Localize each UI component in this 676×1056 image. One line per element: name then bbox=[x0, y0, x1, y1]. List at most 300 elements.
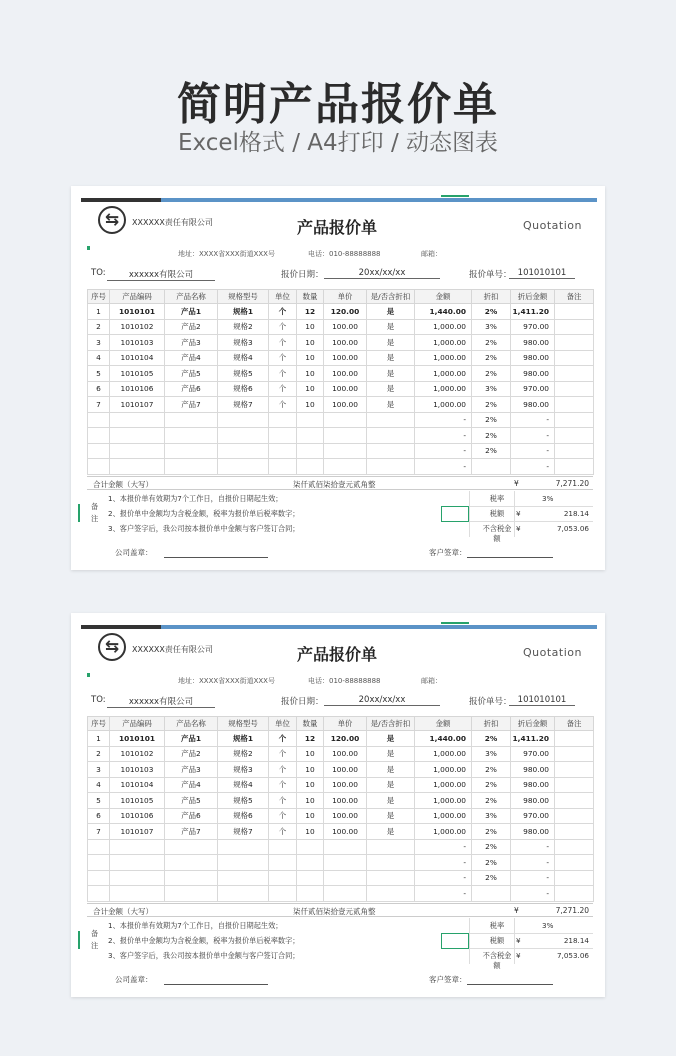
cell-amount[interactable]: 1,000.00 bbox=[415, 746, 472, 762]
cell-unit[interactable]: 个 bbox=[269, 746, 297, 762]
cell-discount-flag[interactable] bbox=[367, 886, 415, 902]
cell-product-code[interactable] bbox=[110, 839, 165, 855]
cell-unit[interactable]: 个 bbox=[269, 793, 297, 809]
cell-product-code[interactable]: 1010103 bbox=[110, 335, 165, 351]
cell-product-name[interactable]: 产品7 bbox=[165, 397, 218, 413]
cell-unit[interactable]: 个 bbox=[269, 335, 297, 351]
cell-row-no[interactable]: 2 bbox=[88, 319, 110, 335]
quote-date-value[interactable]: 20xx/xx/xx bbox=[324, 268, 440, 279]
cell-unit[interactable] bbox=[269, 428, 297, 444]
cell-qty[interactable]: 10 bbox=[297, 824, 324, 840]
cell-row-no[interactable]: 4 bbox=[88, 777, 110, 793]
cell-amount[interactable]: 1,000.00 bbox=[415, 808, 472, 824]
cell-product-name[interactable]: 产品2 bbox=[165, 319, 218, 335]
cell-unit[interactable] bbox=[269, 459, 297, 475]
customer-sign-line[interactable] bbox=[467, 557, 553, 558]
cell-discounted-amount[interactable]: 980.00 bbox=[511, 777, 555, 793]
cell-amount[interactable]: 1,000.00 bbox=[415, 397, 472, 413]
cell-product-name[interactable]: 产品6 bbox=[165, 808, 218, 824]
cell-row-no[interactable] bbox=[88, 412, 110, 428]
cell-spec[interactable]: 规格3 bbox=[218, 335, 269, 351]
cell-product-code[interactable]: 1010102 bbox=[110, 319, 165, 335]
cell-discount[interactable]: 2% bbox=[472, 304, 511, 320]
col-header-unit-price: 单价 bbox=[324, 717, 367, 731]
cell-qty[interactable]: 12 bbox=[297, 731, 324, 747]
tax-value: 218.14 bbox=[563, 509, 589, 518]
cell-discount[interactable] bbox=[472, 886, 511, 902]
cell-product-name[interactable]: 产品4 bbox=[165, 777, 218, 793]
cell-remark[interactable] bbox=[555, 731, 594, 747]
company-seal-label: 公司盖章： bbox=[115, 975, 153, 984]
cell-product-code[interactable] bbox=[110, 443, 165, 459]
cell-discount[interactable]: 2% bbox=[472, 412, 511, 428]
cell-qty[interactable] bbox=[297, 855, 324, 871]
cell-unit-price[interactable]: 100.00 bbox=[324, 762, 367, 778]
cell-row-no[interactable] bbox=[88, 459, 110, 475]
cell-remark[interactable] bbox=[555, 412, 594, 428]
cell-unit[interactable]: 个 bbox=[269, 731, 297, 747]
cell-row-no[interactable]: 1 bbox=[88, 304, 110, 320]
cell-product-code[interactable] bbox=[110, 886, 165, 902]
cell-spec[interactable]: 规格7 bbox=[218, 824, 269, 840]
cell-discount-flag[interactable]: 是 bbox=[367, 381, 415, 397]
cell-spec[interactable]: 规格6 bbox=[218, 808, 269, 824]
cell-amount[interactable]: 1,000.00 bbox=[415, 319, 472, 335]
cell-discounted-amount[interactable]: - bbox=[511, 443, 555, 459]
cell-unit-price[interactable]: 120.00 bbox=[324, 304, 367, 320]
col-header-row-no: 序号 bbox=[88, 717, 110, 731]
cell-amount[interactable]: - bbox=[415, 459, 472, 475]
cell-qty[interactable] bbox=[297, 443, 324, 459]
cell-discount[interactable]: 2% bbox=[472, 870, 511, 886]
cell-row-no[interactable] bbox=[88, 443, 110, 459]
cell-remark[interactable] bbox=[555, 886, 594, 902]
cell-qty[interactable]: 10 bbox=[297, 762, 324, 778]
cell-qty[interactable]: 10 bbox=[297, 366, 324, 382]
table-row bbox=[88, 746, 594, 762]
table-row bbox=[88, 855, 594, 871]
cell-row-no[interactable]: 7 bbox=[88, 397, 110, 413]
cell-unit[interactable]: 个 bbox=[269, 824, 297, 840]
cell-discount[interactable]: 2% bbox=[472, 762, 511, 778]
cell-discount[interactable]: 2% bbox=[472, 443, 511, 459]
customer-sign-line[interactable] bbox=[467, 984, 553, 985]
cell-discounted-amount[interactable]: 980.00 bbox=[511, 350, 555, 366]
cell-product-name[interactable]: 产品1 bbox=[165, 304, 218, 320]
cell-discount[interactable]: 2% bbox=[472, 731, 511, 747]
table-row bbox=[88, 824, 594, 840]
cell-qty[interactable]: 10 bbox=[297, 350, 324, 366]
cell-unit-price[interactable] bbox=[324, 412, 367, 428]
tax-label: 税额 bbox=[489, 509, 505, 518]
cell-row-no[interactable] bbox=[88, 428, 110, 444]
cell-amount[interactable]: - bbox=[415, 870, 472, 886]
cell-unit-price[interactable] bbox=[324, 459, 367, 475]
cell-unit-price[interactable]: 100.00 bbox=[324, 397, 367, 413]
selected-cell[interactable] bbox=[441, 506, 469, 522]
cell-discounted-amount[interactable]: 980.00 bbox=[511, 397, 555, 413]
cell-qty[interactable]: 10 bbox=[297, 335, 324, 351]
cell-amount[interactable]: 1,000.00 bbox=[415, 824, 472, 840]
cell-spec[interactable]: 规格7 bbox=[218, 397, 269, 413]
cell-remark[interactable] bbox=[555, 304, 594, 320]
cell-row-no[interactable]: 6 bbox=[88, 808, 110, 824]
table-row bbox=[88, 366, 594, 382]
cell-product-code[interactable]: 1010107 bbox=[110, 824, 165, 840]
customer-sign-label: 客户签章： bbox=[429, 548, 467, 557]
cell-unit[interactable] bbox=[269, 443, 297, 459]
cell-product-code[interactable] bbox=[110, 428, 165, 444]
cell-discounted-amount[interactable]: 970.00 bbox=[511, 746, 555, 762]
cell-product-name[interactable]: 产品3 bbox=[165, 762, 218, 778]
company-seal-line[interactable] bbox=[164, 557, 268, 558]
cell-amount[interactable]: 1,000.00 bbox=[415, 366, 472, 382]
cell-spec[interactable] bbox=[218, 459, 269, 475]
cell-remark[interactable] bbox=[555, 459, 594, 475]
cell-remark[interactable] bbox=[555, 824, 594, 840]
cell-discount-flag[interactable]: 是 bbox=[367, 366, 415, 382]
cell-spec[interactable]: 规格4 bbox=[218, 777, 269, 793]
cell-discount[interactable]: 3% bbox=[472, 381, 511, 397]
pretax-label: 不含税金额 bbox=[482, 524, 512, 543]
cell-discount-flag[interactable]: 是 bbox=[367, 319, 415, 335]
cell-discounted-amount[interactable]: 980.00 bbox=[511, 824, 555, 840]
cell-amount[interactable]: 1,440.00 bbox=[415, 731, 472, 747]
phone: 电话：010-88888888 bbox=[308, 677, 381, 685]
cell-remark[interactable] bbox=[555, 350, 594, 366]
cell-discount[interactable]: 2% bbox=[472, 824, 511, 840]
cell-amount[interactable]: 1,000.00 bbox=[415, 350, 472, 366]
cell-product-code[interactable]: 1010107 bbox=[110, 397, 165, 413]
cell-remark[interactable] bbox=[555, 319, 594, 335]
cell-discount[interactable]: 3% bbox=[472, 319, 511, 335]
cell-product-code[interactable]: 1010101 bbox=[110, 731, 165, 747]
cell-discounted-amount[interactable]: 980.00 bbox=[511, 762, 555, 778]
cell-product-name[interactable] bbox=[165, 459, 218, 475]
cell-qty[interactable]: 12 bbox=[297, 304, 324, 320]
cell-remark[interactable] bbox=[555, 428, 594, 444]
cell-row-no[interactable]: 2 bbox=[88, 746, 110, 762]
cell-product-name[interactable]: 产品4 bbox=[165, 350, 218, 366]
cell-amount[interactable]: - bbox=[415, 443, 472, 459]
cell-amount[interactable]: 1,000.00 bbox=[415, 335, 472, 351]
cell-row-no[interactable]: 6 bbox=[88, 381, 110, 397]
cell-row-no[interactable]: 5 bbox=[88, 793, 110, 809]
cell-product-name[interactable]: 产品6 bbox=[165, 381, 218, 397]
cell-discount[interactable]: 2% bbox=[472, 793, 511, 809]
to-value[interactable]: xxxxxx有限公司 bbox=[107, 268, 215, 281]
cell-discount-flag[interactable] bbox=[367, 428, 415, 444]
cell-qty[interactable]: 10 bbox=[297, 319, 324, 335]
cell-product-code[interactable]: 1010104 bbox=[110, 777, 165, 793]
cell-discount[interactable]: 3% bbox=[472, 808, 511, 824]
cell-spec[interactable]: 规格1 bbox=[218, 304, 269, 320]
table-row bbox=[88, 304, 594, 320]
cell-unit[interactable]: 个 bbox=[269, 762, 297, 778]
cell-spec[interactable] bbox=[218, 855, 269, 871]
cell-spec[interactable]: 规格1 bbox=[218, 731, 269, 747]
cell-unit-price[interactable]: 120.00 bbox=[324, 731, 367, 747]
cell-unit-price[interactable] bbox=[324, 428, 367, 444]
cell-unit-price[interactable] bbox=[324, 886, 367, 902]
total-label: 合计金额（大写） bbox=[93, 480, 153, 489]
cell-discounted-amount[interactable]: - bbox=[511, 870, 555, 886]
cell-qty[interactable]: 10 bbox=[297, 777, 324, 793]
cell-remark[interactable] bbox=[555, 870, 594, 886]
to-value[interactable]: xxxxxx有限公司 bbox=[107, 695, 215, 708]
cell-discount-flag[interactable]: 是 bbox=[367, 746, 415, 762]
cell-row-no[interactable] bbox=[88, 886, 110, 902]
company-seal-line[interactable] bbox=[164, 984, 268, 985]
address: 地址：XXXX省XXX街道XXX号 bbox=[178, 250, 275, 258]
cell-spec[interactable] bbox=[218, 839, 269, 855]
cell-product-code[interactable]: 1010102 bbox=[110, 746, 165, 762]
cell-amount[interactable]: 1,000.00 bbox=[415, 793, 472, 809]
cell-remark[interactable] bbox=[555, 855, 594, 871]
cell-row-no[interactable]: 3 bbox=[88, 762, 110, 778]
cell-spec[interactable] bbox=[218, 870, 269, 886]
cell-row-no[interactable] bbox=[88, 839, 110, 855]
cell-unit[interactable] bbox=[269, 412, 297, 428]
table-header-row bbox=[88, 290, 594, 304]
cell-product-code[interactable]: 1010105 bbox=[110, 366, 165, 382]
cell-discount-flag[interactable]: 是 bbox=[367, 304, 415, 320]
cell-row-no[interactable] bbox=[88, 855, 110, 871]
cell-product-code[interactable] bbox=[110, 855, 165, 871]
cell-discounted-amount[interactable]: 980.00 bbox=[511, 335, 555, 351]
cell-product-code[interactable] bbox=[110, 870, 165, 886]
cell-qty[interactable]: 10 bbox=[297, 808, 324, 824]
cell-remark[interactable] bbox=[555, 443, 594, 459]
tax-label: 税额 bbox=[489, 936, 505, 945]
cell-discounted-amount[interactable]: - bbox=[511, 459, 555, 475]
cell-qty[interactable]: 10 bbox=[297, 793, 324, 809]
cell-discount[interactable]: 2% bbox=[472, 366, 511, 382]
cell-product-name[interactable] bbox=[165, 839, 218, 855]
cell-unit-price[interactable]: 100.00 bbox=[324, 793, 367, 809]
cell-product-name[interactable]: 产品5 bbox=[165, 793, 218, 809]
cell-spec[interactable] bbox=[218, 886, 269, 902]
cell-amount[interactable]: - bbox=[415, 412, 472, 428]
col-header-row-no: 序号 bbox=[88, 290, 110, 304]
cell-remark[interactable] bbox=[555, 793, 594, 809]
cell-discount[interactable] bbox=[472, 459, 511, 475]
cell-row-no[interactable]: 5 bbox=[88, 366, 110, 382]
quote-number-value[interactable]: 101010101 bbox=[509, 268, 575, 279]
cell-discount-flag[interactable]: 是 bbox=[367, 335, 415, 351]
cell-product-name[interactable] bbox=[165, 855, 218, 871]
cell-remark[interactable] bbox=[555, 839, 594, 855]
cell-product-code[interactable]: 1010104 bbox=[110, 350, 165, 366]
cell-spec[interactable] bbox=[218, 428, 269, 444]
cell-discounted-amount[interactable]: - bbox=[511, 855, 555, 871]
cell-unit-price[interactable]: 100.00 bbox=[324, 381, 367, 397]
cell-unit[interactable]: 个 bbox=[269, 777, 297, 793]
cell-product-name[interactable] bbox=[165, 886, 218, 902]
cell-remark[interactable] bbox=[555, 335, 594, 351]
cell-discount-flag[interactable]: 是 bbox=[367, 731, 415, 747]
table-row bbox=[88, 808, 594, 824]
cell-unit-price[interactable] bbox=[324, 839, 367, 855]
cell-discounted-amount[interactable]: - bbox=[511, 886, 555, 902]
cell-remark[interactable] bbox=[555, 381, 594, 397]
cell-unit-price[interactable] bbox=[324, 870, 367, 886]
quote-date-value[interactable]: 20xx/xx/xx bbox=[324, 695, 440, 706]
cell-spec[interactable]: 规格2 bbox=[218, 319, 269, 335]
cell-remark[interactable] bbox=[555, 366, 594, 382]
cell-discount-flag[interactable]: 是 bbox=[367, 762, 415, 778]
cell-spec[interactable]: 规格4 bbox=[218, 350, 269, 366]
cell-product-name[interactable] bbox=[165, 443, 218, 459]
cell-product-name[interactable]: 产品2 bbox=[165, 746, 218, 762]
cell-product-code[interactable]: 1010105 bbox=[110, 793, 165, 809]
cell-remark[interactable] bbox=[555, 762, 594, 778]
cell-discount-flag[interactable] bbox=[367, 443, 415, 459]
cell-spec[interactable]: 规格5 bbox=[218, 366, 269, 382]
cell-product-code[interactable] bbox=[110, 459, 165, 475]
cell-discount[interactable]: 2% bbox=[472, 839, 511, 855]
cell-discounted-amount[interactable]: - bbox=[511, 839, 555, 855]
selected-cell[interactable] bbox=[441, 933, 469, 949]
cell-unit[interactable]: 个 bbox=[269, 304, 297, 320]
company-name: XXXXXX责任有限公司 bbox=[132, 645, 213, 654]
cell-discount-flag[interactable] bbox=[367, 459, 415, 475]
cell-product-name[interactable] bbox=[165, 870, 218, 886]
cell-discounted-amount[interactable]: 980.00 bbox=[511, 793, 555, 809]
cell-unit-price[interactable]: 100.00 bbox=[324, 777, 367, 793]
cell-unit-price[interactable] bbox=[324, 855, 367, 871]
cell-unit-price[interactable]: 100.00 bbox=[324, 824, 367, 840]
cell-unit-price[interactable]: 100.00 bbox=[324, 366, 367, 382]
cell-discount[interactable]: 2% bbox=[472, 350, 511, 366]
cell-unit-price[interactable]: 100.00 bbox=[324, 808, 367, 824]
cell-qty[interactable] bbox=[297, 839, 324, 855]
cell-amount[interactable]: - bbox=[415, 886, 472, 902]
cell-unit-price[interactable] bbox=[324, 443, 367, 459]
cell-amount[interactable]: 1,000.00 bbox=[415, 381, 472, 397]
cell-product-code[interactable]: 1010101 bbox=[110, 304, 165, 320]
cell-spec[interactable]: 规格6 bbox=[218, 381, 269, 397]
cell-discount-flag[interactable] bbox=[367, 855, 415, 871]
cell-discount-flag[interactable] bbox=[367, 839, 415, 855]
cell-product-name[interactable] bbox=[165, 412, 218, 428]
cell-discount-flag[interactable]: 是 bbox=[367, 793, 415, 809]
quote-table bbox=[87, 716, 594, 902]
cell-product-name[interactable]: 产品7 bbox=[165, 824, 218, 840]
cell-discount-flag[interactable]: 是 bbox=[367, 350, 415, 366]
cell-discount-flag[interactable] bbox=[367, 412, 415, 428]
cell-amount[interactable]: - bbox=[415, 855, 472, 871]
header-dark-bar bbox=[81, 198, 161, 202]
cell-discounted-amount[interactable]: 970.00 bbox=[511, 808, 555, 824]
cell-discount-flag[interactable]: 是 bbox=[367, 808, 415, 824]
cell-product-code[interactable]: 1010106 bbox=[110, 808, 165, 824]
cell-product-code[interactable] bbox=[110, 412, 165, 428]
cell-qty[interactable] bbox=[297, 412, 324, 428]
cell-product-name[interactable]: 产品5 bbox=[165, 366, 218, 382]
cell-discount-flag[interactable] bbox=[367, 870, 415, 886]
cell-qty[interactable] bbox=[297, 428, 324, 444]
note-3: 3、客户签字后，我公司按本报价单中金额与客户签订合同； bbox=[108, 951, 300, 960]
cell-discounted-amount[interactable]: 980.00 bbox=[511, 366, 555, 382]
cell-discount[interactable]: 2% bbox=[472, 777, 511, 793]
cell-qty[interactable]: 10 bbox=[297, 397, 324, 413]
cell-product-code[interactable]: 1010106 bbox=[110, 381, 165, 397]
cell-spec[interactable] bbox=[218, 412, 269, 428]
remarks-label: 备注 bbox=[91, 929, 99, 950]
cell-spec[interactable]: 规格2 bbox=[218, 746, 269, 762]
cell-unit[interactable]: 个 bbox=[269, 381, 297, 397]
cell-discounted-amount[interactable]: 970.00 bbox=[511, 381, 555, 397]
cell-discounted-amount[interactable]: - bbox=[511, 412, 555, 428]
cell-discounted-amount[interactable]: 970.00 bbox=[511, 319, 555, 335]
cell-unit[interactable]: 个 bbox=[269, 808, 297, 824]
cell-discount-flag[interactable]: 是 bbox=[367, 824, 415, 840]
cell-spec[interactable]: 规格3 bbox=[218, 762, 269, 778]
cell-unit[interactable]: 个 bbox=[269, 397, 297, 413]
cell-discount[interactable]: 2% bbox=[472, 855, 511, 871]
cell-qty[interactable]: 10 bbox=[297, 746, 324, 762]
cell-product-name[interactable]: 产品1 bbox=[165, 731, 218, 747]
cell-qty[interactable]: 10 bbox=[297, 381, 324, 397]
cell-discount[interactable]: 2% bbox=[472, 335, 511, 351]
cell-unit[interactable] bbox=[269, 855, 297, 871]
cell-unit[interactable] bbox=[269, 839, 297, 855]
cell-discount-flag[interactable]: 是 bbox=[367, 777, 415, 793]
cell-remark[interactable] bbox=[555, 808, 594, 824]
cell-amount[interactable]: - bbox=[415, 428, 472, 444]
cell-unit[interactable]: 个 bbox=[269, 350, 297, 366]
cell-remark[interactable] bbox=[555, 746, 594, 762]
cell-row-no[interactable]: 4 bbox=[88, 350, 110, 366]
cell-spec[interactable] bbox=[218, 443, 269, 459]
cell-row-no[interactable]: 7 bbox=[88, 824, 110, 840]
cell-amount[interactable]: 1,000.00 bbox=[415, 762, 472, 778]
cell-unit-price[interactable]: 100.00 bbox=[324, 746, 367, 762]
cell-amount[interactable]: 1,440.00 bbox=[415, 304, 472, 320]
cell-discount[interactable]: 3% bbox=[472, 746, 511, 762]
cell-product-name[interactable]: 产品3 bbox=[165, 335, 218, 351]
cell-qty[interactable] bbox=[297, 459, 324, 475]
cell-unit[interactable] bbox=[269, 870, 297, 886]
cell-qty[interactable] bbox=[297, 870, 324, 886]
cell-unit-price[interactable]: 100.00 bbox=[324, 350, 367, 366]
cell-product-name[interactable] bbox=[165, 428, 218, 444]
cell-amount[interactable]: 1,000.00 bbox=[415, 777, 472, 793]
cell-product-code[interactable]: 1010103 bbox=[110, 762, 165, 778]
cell-unit-price[interactable]: 100.00 bbox=[324, 335, 367, 351]
cell-amount[interactable]: - bbox=[415, 839, 472, 855]
cell-discount[interactable]: 2% bbox=[472, 428, 511, 444]
cell-remark[interactable] bbox=[555, 777, 594, 793]
quote-number-value[interactable]: 101010101 bbox=[509, 695, 575, 706]
cell-row-no[interactable]: 1 bbox=[88, 731, 110, 747]
cell-unit[interactable] bbox=[269, 886, 297, 902]
cell-row-no[interactable]: 3 bbox=[88, 335, 110, 351]
cell-discount[interactable]: 2% bbox=[472, 397, 511, 413]
cell-row-no[interactable] bbox=[88, 870, 110, 886]
cell-unit-price[interactable]: 100.00 bbox=[324, 319, 367, 335]
cell-unit[interactable]: 个 bbox=[269, 319, 297, 335]
cell-unit[interactable]: 个 bbox=[269, 366, 297, 382]
cell-remark[interactable] bbox=[555, 397, 594, 413]
cell-spec[interactable]: 规格5 bbox=[218, 793, 269, 809]
cell-qty[interactable] bbox=[297, 886, 324, 902]
cell-discounted-amount[interactable]: - bbox=[511, 428, 555, 444]
cell-discounted-amount[interactable]: 1,411.20 bbox=[511, 731, 555, 747]
cell-discount-flag[interactable]: 是 bbox=[367, 397, 415, 413]
cell-discounted-amount[interactable]: 1,411.20 bbox=[511, 304, 555, 320]
